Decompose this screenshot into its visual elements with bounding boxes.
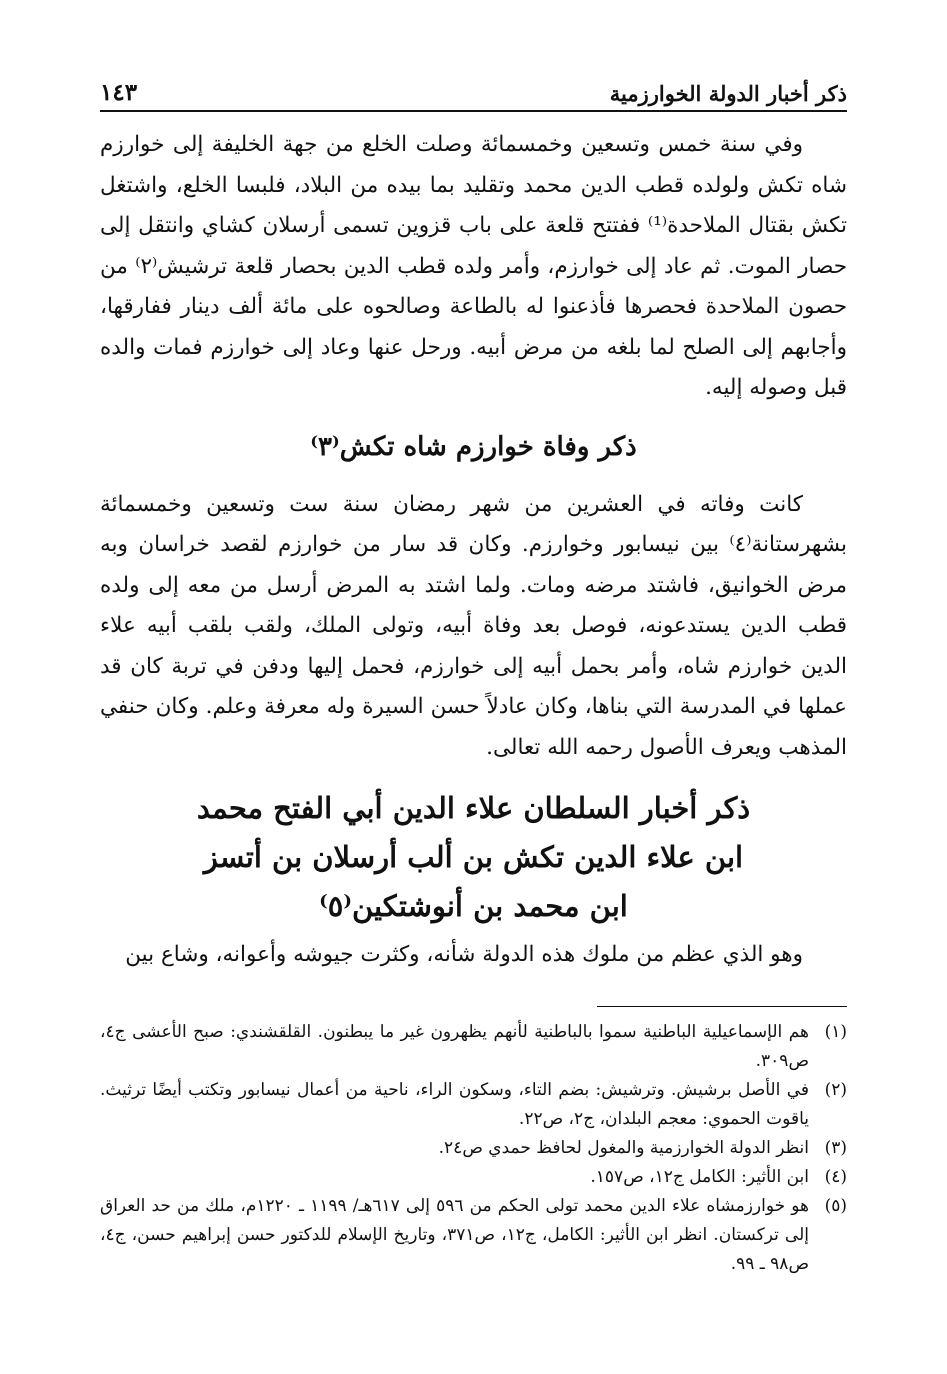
footnote-number: (١) (824, 1022, 847, 1042)
footnote-text: هم الإسماعيلية الباطنية سموا بالباطنية لأنهم يظهرون غير ما يبطنون. القلقشندي: صبح الأعشى ج٤، ص٣٠٩. (100, 1022, 809, 1071)
section-heading-1: ذكر وفاة خوارزم شاه تكش⁽٣⁾ (310, 431, 637, 462)
footnote (100, 1018, 847, 1076)
paragraph-3: وهو الذي عظم من ملوك هذه الدولة شأنه، وكثرت جيوشه وأعوانه، وشاع بين (125, 942, 803, 967)
footnote-text: هو خوارزمشاه علاء الدين محمد تولى الحكم من ٥٩٦ إلى ٦١٧هـ/ ١١٩٩ ـ ١٢٢٠م، ملك من حد العراق إلى تركستان. انظر ابن الأثير: الكامل، ج١٢، ص٣٧١، وتاريخ الإسلام للدكتور حسن إبراهيم حسن، ج٤، ص٩٨ ـ ٩٩. (100, 1196, 809, 1274)
page-number: ١٤٣ (100, 79, 138, 106)
footnote (100, 1134, 847, 1163)
footnotes (100, 1018, 847, 1279)
footnote-number: (٤) (824, 1167, 847, 1187)
footnote-number: (٥) (824, 1196, 847, 1216)
section-heading-2-line-2: ابن علاء الدين تكش بن ألب أرسلان بن أتسز (203, 840, 744, 874)
footnote (100, 1163, 847, 1192)
main-text (100, 125, 847, 976)
page-header (100, 72, 847, 112)
footnote-text: ابن الأثير: الكامل ج١٢، ص١٥٧. (590, 1167, 809, 1187)
running-title: ذكر أخبار الدولة الخوارزمية (609, 81, 847, 106)
footnote-number: (٢) (824, 1080, 847, 1100)
paragraph-2: كانت وفاته في العشرين من شهر رمضان سنة ست وتسعين وخمسمائة بشهرستانة⁽٤⁾ بين نيسابور وخوارزم. وكان قد سار من خوارزم لقصد خراسان وبه مرض الخوانيق، فاشتد مرضه ومات. ولما اشتد به المرض أرسل من معه إلى ولده قطب الدين يستدعونه، فوصل بعد وفاة أبيه، وتولى الملك، ولقب بلقب أبيه علاء الدين خوارزم شاه، وأمر بحمل أبيه إلى خوارزم، فحمل إليها ودفن في تربة كان قد عملها في المدرسة التي بناها، وكان عادلاً حسن السيرة وله معرفة وعلم. وكان حنفي المذهب ويعرف الأصول رحمه الله تعالى. (100, 491, 847, 760)
footnote (100, 1192, 847, 1279)
footnote-text: في الأصل برشيش. وترشيش: بضم التاء، وسكون الراء، ناحية من أعمال نيسابور وتكتب أيضًا ترثيث. ياقوت الحموي: معجم البلدان، ج٢، ص٢٢. (100, 1080, 809, 1129)
footnote (100, 1076, 847, 1134)
footnote-text: انظر الدولة الخوارزمية والمغول لحافظ حمدي ص٢٤. (438, 1138, 809, 1158)
footnote-number: (٣) (824, 1138, 847, 1158)
section-heading-2 (100, 784, 847, 931)
section-heading-2-line-3: ابن محمد بن أنوشتكين⁽٥⁾ (319, 889, 628, 923)
section-heading-2-line-1: ذكر أخبار السلطان علاء الدين أبي الفتح محمد (196, 791, 751, 825)
footnote-divider (597, 1006, 847, 1007)
paragraph-1: وفي سنة خمس وتسعين وخمسمائة وصلت الخلع من جهة الخليفة إلى خوارزم شاه تكش ولولده قطب الدين محمد وتقليد بما بيده من البلاد، فلبسا الخلع، واشتغل تكش بقتال الملاحدة⁽¹⁾ ففتتح قلعة على باب قزوين تسمى أرسلان كشاي وانتقل إلى حصار الموت. ثم عاد إلى خوارزم، وأمر ولده قطب الدين بحصار قلعة ترشيش⁽٢⁾ من حصون الملاحدة فحصرها فأذعنوا له بالطاعة وصالحوه على مائة ألف دينار ففارقها، وأجابهم إلى الصلح لما بلغه من مرض أبيه. ورحل عنها وعاد إلى خوارزم فمات والده قبل وصوله إليه. (100, 132, 847, 400)
